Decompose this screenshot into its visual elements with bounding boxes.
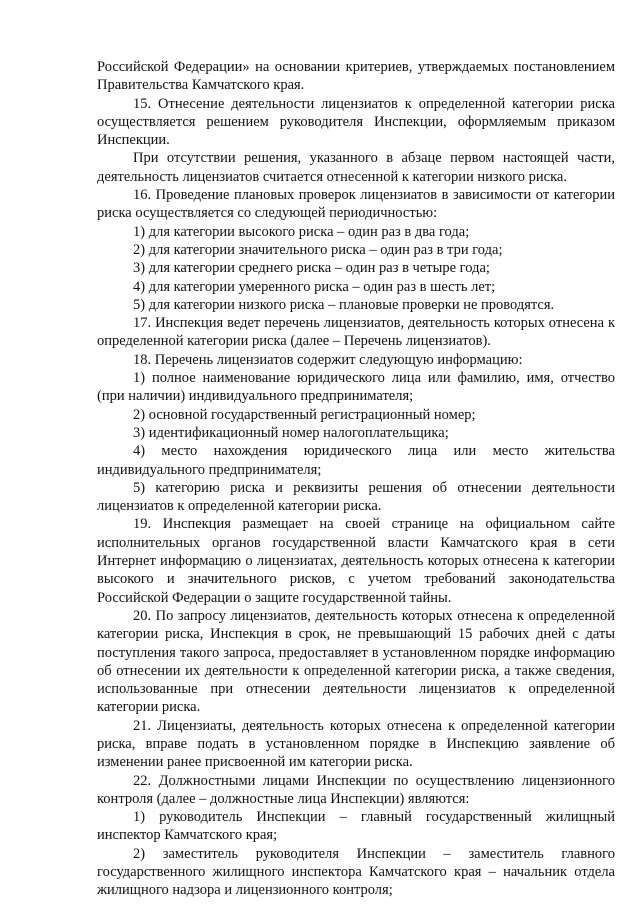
list-item-22-2: 2) заместитель руководителя Инспекции – заместитель главного государственного жилищного инспектора Камчатского края – начальник отдела жилищного надзора и лицензионного контроля; bbox=[97, 845, 615, 899]
paragraph-19: 19. Инспекция размещает на своей странице на официальном сайте исполнительных органов государственной власти Камчатского края в сети Интернет информацию о лицензиатах, деятельность которых отнесена к категории высокого и значительного рисков, с учетом требований законодательства Российской Федерации о защите государственной тайны. bbox=[97, 516, 615, 606]
paragraph-17: 17. Инспекция ведет перечень лицензиатов, деятельность которых отнесена к определенной категории риска (далее – Перечень лицензиатов). bbox=[97, 315, 615, 350]
list-item-16-2: 2) для категории значительного риска – один раз в три года; bbox=[133, 241, 503, 258]
document-body bbox=[97, 58, 615, 900]
paragraph-15-absent-decision: При отсутствии решения, указанного в абзаце первом настоящей части, деятельность лицензиатов считается отнесенной к категории низкого риска. bbox=[97, 150, 615, 185]
list-item-16-3: 3) для категории среднего риска – один раз в четыре года; bbox=[133, 260, 490, 277]
paragraph-21: 21. Лицензиаты, деятельность которых отнесена к определенной категории риска, вправе подать в установленном порядке в Инспекцию заявление об изменении ранее присвоенной им категории риска. bbox=[97, 717, 615, 771]
list-item-18-5: 5) категорию риска и реквизиты решения об отнесении деятельности лицензиатов к определенной категории риска. bbox=[97, 479, 615, 515]
paragraph-continuation: Российской Федерации» на основании критериев, утверждаемых постановлением Правительства Камчатского края. bbox=[97, 59, 615, 94]
list-item-22-1: 1) руководитель Инспекции – главный государственный жилищный инспектор Камчатского края; bbox=[97, 809, 615, 844]
list-item-18-2: 2) основной государственный регистрационный номер; bbox=[133, 406, 476, 423]
paragraph-18: 18. Перечень лицензиатов содержит следующую информацию: bbox=[133, 351, 523, 368]
list-item-18-1: 1) полное наименование юридического лица или фамилию, имя, отчество (при наличии) индивидуального предпринимателя; bbox=[97, 370, 615, 405]
paragraph-22: 22. Должностными лицами Инспекции по осуществлению лицензионного контроля (далее – должностные лица Инспекции) являются: bbox=[97, 772, 615, 807]
list-item-16-1: 1) для категории высокого риска – один раз в два года; bbox=[133, 223, 470, 240]
list-item-18-3: 3) идентификационный номер налогоплательщика; bbox=[133, 424, 449, 441]
list-item-16-4: 4) для категории умеренного риска – один раз в шесть лет; bbox=[133, 278, 496, 295]
paragraph-20: 20. По запросу лицензиатов, деятельность которых отнесена к определенной категории риска, Инспекция в срок, не превышающий 15 рабочих дней с даты поступления такого запроса, предоставляет в установленном порядке информацию об отнесении их деятельности к определенной категории риска, а также сведения, использованные при отнесении деятельности лицензиатов к определенной категории риска. bbox=[97, 607, 615, 716]
paragraph-15: 15. Отнесение деятельности лицензиатов к определенной категории риска осуществляется решением руководителя Инспекции, оформляемым приказом Инспекции. bbox=[97, 95, 615, 149]
list-item-18-4: 4) место нахождения юридического лица или место жительства индивидуального предпринимателя; bbox=[97, 443, 615, 478]
list-item-16-5: 5) для категории низкого риска – плановые проверки не проводятся. bbox=[133, 296, 555, 313]
paragraph-16: 16. Проведение плановых проверок лицензиатов в зависимости от категории риска осуществляется со следующей периодичностью: bbox=[97, 187, 615, 222]
